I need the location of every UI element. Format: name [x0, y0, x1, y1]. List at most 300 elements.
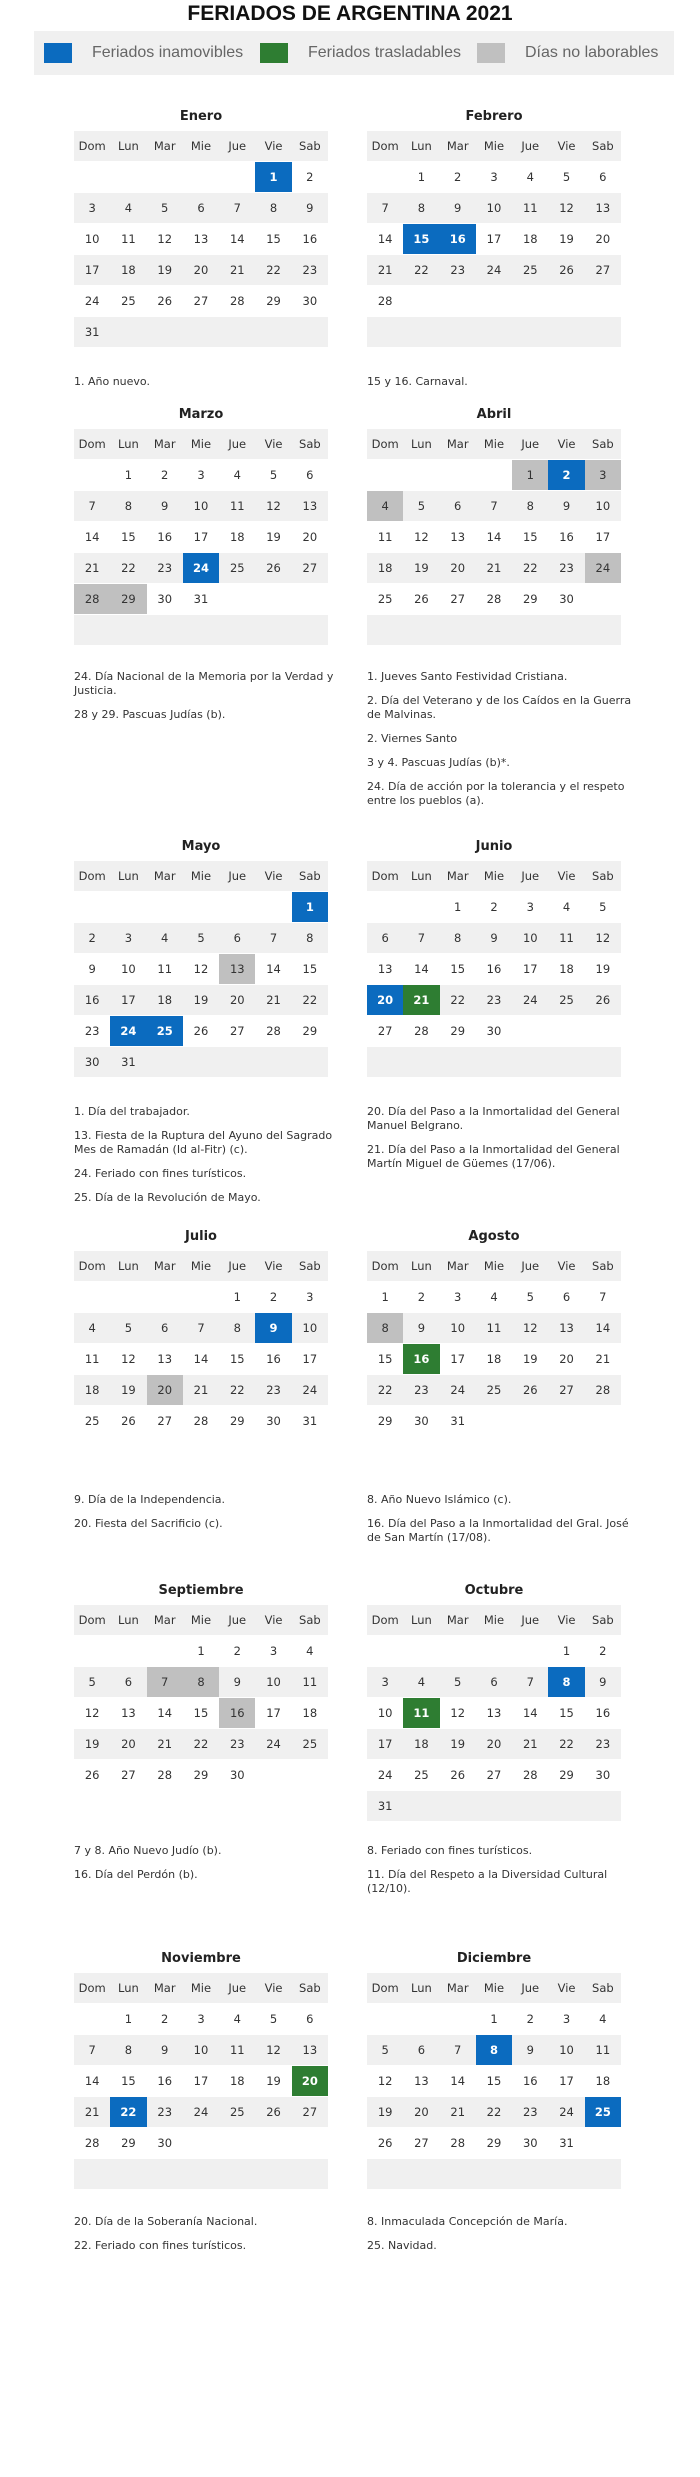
weekday-header: Mar	[446, 139, 469, 153]
day-cell: 9	[233, 1675, 241, 1689]
legend-item-trasladables	[260, 31, 461, 75]
day-cell: 18	[486, 1352, 502, 1366]
day-cell: 19	[121, 1383, 136, 1397]
day-cell: 15	[450, 962, 466, 976]
day-cell: 3	[269, 1644, 278, 1658]
day-cell: 17	[377, 1737, 393, 1751]
day-cell-green-holiday: 11	[403, 1698, 439, 1729]
empty-cell	[147, 1282, 183, 1313]
calendar-table	[74, 860, 328, 1077]
empty-cell	[219, 162, 255, 193]
empty-cell	[255, 2128, 291, 2159]
holiday-note: 25. Navidad.	[367, 2239, 437, 2252]
holiday-note: 13. Fiesta de la Ruptura del Ayuno del Sagrado Mes de Ramadán (Id al-Fitr) (c).	[74, 1129, 333, 1156]
day-cell: 31	[559, 2136, 574, 2150]
day-cell: 13	[157, 1352, 173, 1366]
empty-cell	[476, 615, 512, 646]
empty-cell	[292, 2159, 328, 2190]
day-cell: 19	[157, 263, 173, 277]
day-cell: 24	[486, 263, 502, 277]
day-cell: 27	[595, 263, 611, 277]
weekday-header-row	[367, 429, 621, 460]
holiday-note: 21. Día del Paso a la Inmortalidad del General Martín Miguel de Güemes (17/06).	[367, 1143, 620, 1170]
empty-cell	[548, 1406, 584, 1437]
empty-cell	[110, 162, 146, 193]
week-row	[367, 224, 621, 255]
day-cell: 30	[266, 1414, 281, 1428]
empty-cell	[219, 2128, 255, 2159]
week-row	[74, 317, 328, 348]
holiday-notes	[74, 1493, 344, 1541]
day-cell-blue-holiday: 20	[367, 985, 403, 1016]
week-row	[74, 1729, 328, 1760]
weekday-header: Lun	[118, 139, 139, 153]
empty-cell	[147, 615, 183, 646]
day-cell: 10	[559, 2043, 574, 2057]
holiday-note: 25. Día de la Revolución de Mayo.	[74, 1191, 261, 1204]
month-title: Mayo	[181, 839, 221, 854]
weekday-header: Sab	[592, 139, 614, 153]
weekday-header-row	[367, 1251, 621, 1282]
day-cell: 29	[377, 1414, 393, 1428]
weekday-header: Sab	[592, 1259, 614, 1273]
empty-cell	[219, 615, 255, 646]
empty-cell	[476, 460, 512, 491]
empty-cell	[440, 1791, 476, 1822]
day-cell: 6	[306, 468, 314, 482]
holiday-note: 1. Día del trabajador.	[74, 1105, 190, 1118]
day-cell: 6	[599, 170, 607, 184]
legend-label: Feriados trasladables	[308, 44, 461, 61]
day-cell: 19	[377, 2105, 393, 2119]
week-row	[367, 985, 621, 1016]
day-cell: 12	[377, 2074, 393, 2088]
weekday-header: Dom	[371, 1981, 399, 1995]
day-cell: 30	[302, 294, 318, 308]
weekday-header: Lun	[118, 1613, 139, 1627]
day-cell-blue-holiday: 15	[403, 224, 439, 255]
day-cell: 9	[306, 201, 314, 215]
day-cell: 1	[381, 1290, 389, 1304]
day-cell-gray-holiday: 24	[585, 553, 621, 584]
holiday-notes	[74, 375, 344, 399]
holiday-note: 28 y 29. Pascuas Judías (b).	[74, 708, 226, 721]
holiday-note: 1. Año nuevo.	[74, 375, 150, 388]
day-cell: 30	[486, 1024, 502, 1038]
weekday-header-row	[74, 861, 328, 892]
day-cell: 16	[157, 530, 173, 544]
day-cell: 19	[193, 993, 209, 1007]
day-cell: 10	[522, 931, 538, 945]
weekday-header: Sab	[299, 139, 321, 153]
week-row	[74, 584, 328, 615]
holiday-note: 3 y 4. Pascuas Judías (b)*.	[367, 756, 510, 769]
day-cell-blue-holiday: 8	[548, 1667, 584, 1698]
day-cell: 28	[157, 1768, 173, 1782]
day-cell: 12	[559, 201, 574, 215]
day-cell: 27	[302, 2105, 318, 2119]
day-cell: 21	[595, 1352, 611, 1366]
day-cell: 17	[450, 1352, 466, 1366]
day-cell: 27	[559, 1383, 574, 1397]
empty-cell	[403, 892, 439, 923]
week-row	[74, 2128, 328, 2159]
weekday-header: Sab	[299, 869, 321, 883]
empty-cell	[367, 317, 403, 348]
day-cell: 30	[595, 1768, 611, 1782]
day-cell: 7	[490, 499, 498, 513]
day-cell: 29	[450, 1024, 466, 1038]
day-cell: 21	[229, 263, 245, 277]
day-cell: 26	[414, 592, 429, 606]
month-title: Diciembre	[456, 1951, 532, 1966]
month-mayo	[74, 838, 328, 1077]
day-cell: 5	[269, 468, 278, 482]
day-cell: 9	[454, 201, 462, 215]
day-cell: 2	[526, 2012, 534, 2026]
day-cell: 17	[266, 1706, 281, 1720]
weekday-header-row	[74, 1605, 328, 1636]
empty-cell	[183, 615, 219, 646]
day-cell: 16	[302, 232, 318, 246]
day-cell-green-holiday: 20	[292, 2066, 328, 2097]
empty-cell	[183, 1282, 219, 1313]
day-cell: 17	[595, 530, 611, 544]
day-cell: 9	[161, 2043, 169, 2057]
day-cell-blue-holiday: 8	[476, 2035, 512, 2066]
weekday-header: Sab	[299, 1259, 321, 1273]
empty-cell	[585, 286, 621, 317]
empty-cell	[74, 162, 110, 193]
empty-cell	[110, 1636, 146, 1667]
day-cell: 9	[417, 1321, 426, 1335]
day-cell: 25	[559, 993, 574, 1007]
weekday-header: Vie	[264, 437, 283, 451]
week-row	[367, 1313, 621, 1344]
weekday-header: Mar	[153, 1981, 176, 1995]
day-cell: 22	[193, 1737, 209, 1751]
day-cell: 20	[229, 993, 245, 1007]
day-cell: 1	[197, 1644, 205, 1658]
holiday-note: 9. Día de la Independencia.	[74, 1493, 226, 1506]
day-cell: 19	[266, 2074, 281, 2088]
day-cell: 30	[157, 592, 173, 606]
weekday-header: Mar	[153, 1613, 176, 1627]
weekday-header: Lun	[411, 1259, 432, 1273]
day-cell: 26	[157, 294, 173, 308]
month-title: Octubre	[464, 1583, 524, 1598]
empty-cell	[512, 1016, 548, 1047]
day-cell: 22	[450, 993, 466, 1007]
day-cell: 28	[377, 294, 393, 308]
empty-cell	[110, 1282, 146, 1313]
day-cell: 5	[599, 900, 607, 914]
day-cell: 28	[595, 1383, 611, 1397]
empty-cell	[512, 615, 548, 646]
day-cell: 30	[84, 1055, 100, 1069]
weekday-header: Dom	[371, 869, 399, 883]
day-cell: 24	[266, 1737, 281, 1751]
day-cell: 5	[161, 201, 169, 215]
empty-cell	[183, 162, 219, 193]
day-cell: 9	[88, 962, 96, 976]
page-title: FERIADOS DE ARGENTINA 2021	[187, 2, 513, 25]
calendar-table	[74, 428, 328, 645]
weekday-header: Jue	[228, 1259, 247, 1273]
day-cell: 18	[377, 561, 393, 575]
day-cell: 21	[266, 993, 281, 1007]
empty-cell	[548, 286, 584, 317]
day-cell: 3	[490, 170, 498, 184]
day-cell: 18	[414, 1737, 429, 1751]
empty-cell	[255, 584, 291, 615]
empty-cell	[255, 1047, 291, 1078]
weekday-header: Lun	[118, 1259, 139, 1273]
day-cell: 14	[486, 530, 502, 544]
day-cell-gray-holiday: 4	[367, 491, 403, 522]
week-row	[74, 224, 328, 255]
day-cell: 24	[377, 1768, 393, 1782]
day-cell: 24	[522, 993, 538, 1007]
day-cell: 1	[454, 900, 462, 914]
day-cell: 14	[377, 232, 393, 246]
calendar-table	[367, 130, 621, 347]
weekday-header: Dom	[371, 1259, 399, 1273]
weekday-header: Dom	[78, 1613, 106, 1627]
month-marzo	[74, 406, 328, 645]
holiday-note: 24. Día Nacional de la Memoria por la Verdad y Justicia.	[74, 670, 334, 697]
weekday-header-row	[367, 1605, 621, 1636]
day-cell: 27	[450, 592, 466, 606]
day-cell: 8	[417, 201, 426, 215]
day-cell: 11	[84, 1352, 100, 1366]
empty-cell	[255, 615, 291, 646]
week-row	[74, 892, 328, 923]
week-row	[74, 2066, 328, 2097]
weekday-header: Jue	[521, 869, 540, 883]
empty-cell	[219, 317, 255, 348]
week-row	[367, 1375, 621, 1406]
holiday-note: 20. Día de la Soberanía Nacional.	[74, 2215, 258, 2228]
week-row	[367, 1016, 621, 1047]
empty-cell	[403, 2159, 439, 2190]
day-cell: 30	[559, 592, 574, 606]
day-cell: 11	[522, 201, 538, 215]
weekday-header: Dom	[78, 869, 106, 883]
empty-cell	[147, 1047, 183, 1078]
empty-cell	[585, 1047, 621, 1078]
day-cell: 2	[161, 468, 169, 482]
week-row	[367, 491, 621, 522]
day-cell: 18	[522, 232, 538, 246]
empty-cell	[548, 1016, 584, 1047]
day-cell: 20	[414, 2105, 429, 2119]
weekday-header: Lun	[411, 139, 432, 153]
day-cell: 31	[377, 1799, 393, 1813]
day-cell-gray-holiday: 13	[219, 954, 255, 985]
day-cell: 15	[486, 2074, 502, 2088]
day-cell: 25	[229, 561, 245, 575]
weekday-header: Mar	[446, 1259, 469, 1273]
weekday-header: Lun	[411, 437, 432, 451]
empty-cell	[110, 2159, 146, 2190]
day-cell-blue-holiday: 24	[183, 553, 219, 584]
week-row	[74, 615, 328, 646]
empty-cell	[147, 892, 183, 923]
day-cell: 19	[450, 1737, 466, 1751]
day-cell: 3	[306, 1290, 314, 1304]
day-cell: 2	[599, 1644, 607, 1658]
weekday-header: Lun	[118, 869, 139, 883]
month-title: Agosto	[468, 1229, 520, 1244]
day-cell: 13	[377, 962, 393, 976]
month-abril	[367, 406, 621, 645]
day-cell: 29	[486, 2136, 502, 2150]
day-cell: 13	[193, 232, 209, 246]
empty-cell	[440, 2159, 476, 2190]
weekday-header: Lun	[411, 869, 432, 883]
weekday-header: Mie	[483, 139, 505, 153]
weekday-header: Sab	[592, 437, 614, 451]
weekday-header: Sab	[299, 1981, 321, 1995]
week-row	[74, 1375, 328, 1406]
weekday-header: Mie	[190, 1981, 212, 1995]
empty-cell	[585, 2159, 621, 2190]
day-cell: 16	[595, 1706, 611, 1720]
day-cell: 4	[526, 170, 534, 184]
empty-cell	[403, 460, 439, 491]
weekday-header-row	[367, 131, 621, 162]
legend-label: Feriados inamovibles	[92, 44, 244, 61]
day-cell: 12	[266, 499, 281, 513]
empty-cell	[403, 1047, 439, 1078]
day-cell: 29	[229, 1414, 245, 1428]
day-cell: 6	[454, 499, 462, 513]
week-row	[74, 460, 328, 491]
day-cell: 17	[522, 962, 538, 976]
day-cell: 31	[84, 325, 100, 339]
day-cell: 10	[121, 962, 136, 976]
empty-cell	[403, 317, 439, 348]
day-cell: 26	[84, 1768, 100, 1782]
empty-cell	[74, 1282, 110, 1313]
empty-cell	[292, 1760, 328, 1791]
calendar-table	[367, 1250, 621, 1436]
day-cell: 27	[229, 1024, 245, 1038]
empty-cell	[585, 2128, 621, 2159]
weekday-header: Mar	[153, 437, 176, 451]
day-cell: 3	[124, 931, 133, 945]
day-cell: 4	[599, 2012, 607, 2026]
day-cell: 1	[490, 2012, 498, 2026]
week-row	[367, 522, 621, 553]
weekday-header: Mie	[483, 437, 505, 451]
weekday-header: Lun	[411, 1981, 432, 1995]
day-cell: 6	[306, 2012, 314, 2026]
day-cell-blue-holiday: 24	[110, 1016, 146, 1047]
day-cell: 30	[414, 1414, 429, 1428]
weekday-header: Vie	[264, 1259, 283, 1273]
day-cell: 24	[450, 1383, 466, 1397]
legend-item-no-laborables	[477, 31, 658, 75]
day-cell: 26	[193, 1024, 209, 1038]
day-cell: 8	[233, 1321, 241, 1335]
weekday-header: Dom	[371, 139, 399, 153]
weekday-header-row	[367, 861, 621, 892]
empty-cell	[585, 1791, 621, 1822]
weekday-header: Sab	[592, 1613, 614, 1627]
day-cell: 18	[229, 530, 245, 544]
empty-cell	[255, 892, 291, 923]
weekday-header: Vie	[557, 1613, 576, 1627]
week-row	[367, 1698, 621, 1729]
day-cell-gray-holiday: 1	[512, 460, 548, 491]
month-noviembre	[74, 1950, 328, 2189]
day-cell: 5	[88, 1675, 96, 1689]
empty-cell	[476, 286, 512, 317]
week-row	[367, 1667, 621, 1698]
week-row	[74, 522, 328, 553]
day-cell: 4	[417, 1675, 426, 1689]
day-cell: 12	[414, 530, 429, 544]
weekday-header: Mar	[446, 437, 469, 451]
day-cell: 8	[526, 499, 534, 513]
day-cell: 7	[599, 1290, 607, 1304]
day-cell: 9	[490, 931, 498, 945]
month-septiembre	[74, 1582, 328, 1790]
day-cell: 2	[269, 1290, 278, 1304]
week-row	[74, 2159, 328, 2190]
day-cell: 13	[302, 499, 318, 513]
empty-cell	[183, 892, 219, 923]
day-cell: 11	[486, 1321, 502, 1335]
day-cell: 13	[559, 1321, 574, 1335]
day-cell: 8	[124, 499, 133, 513]
day-cell: 7	[233, 201, 241, 215]
empty-cell	[585, 1406, 621, 1437]
day-cell: 25	[522, 263, 538, 277]
empty-cell	[548, 2159, 584, 2190]
calendar-table	[74, 1972, 328, 2189]
day-cell: 15	[266, 232, 281, 246]
day-cell: 14	[450, 2074, 466, 2088]
day-cell: 18	[121, 263, 136, 277]
day-cell: 23	[229, 1737, 245, 1751]
week-row	[367, 1791, 621, 1822]
month-title: Junio	[475, 839, 513, 854]
holiday-note: 2. Día del Veterano y de los Caídos en la Guerra de Malvinas.	[367, 694, 632, 721]
day-cell: 14	[229, 232, 245, 246]
day-cell: 23	[157, 561, 173, 575]
week-row	[367, 286, 621, 317]
holiday-note: 24. Día de acción por la tolerancia y el respeto entre los pueblos (a).	[367, 780, 625, 807]
day-cell: 10	[193, 2043, 209, 2057]
empty-cell	[147, 162, 183, 193]
day-cell: 31	[193, 592, 209, 606]
day-cell: 12	[450, 1706, 466, 1720]
empty-cell	[440, 615, 476, 646]
day-cell: 28	[486, 592, 502, 606]
empty-cell	[403, 286, 439, 317]
empty-cell	[292, 615, 328, 646]
day-cell: 29	[121, 2136, 136, 2150]
calendar-table	[367, 428, 621, 645]
day-cell: 21	[84, 2105, 100, 2119]
empty-cell	[367, 2159, 403, 2190]
month-title: Noviembre	[161, 1951, 241, 1966]
weekday-header: Jue	[228, 437, 247, 451]
empty-cell	[548, 1791, 584, 1822]
